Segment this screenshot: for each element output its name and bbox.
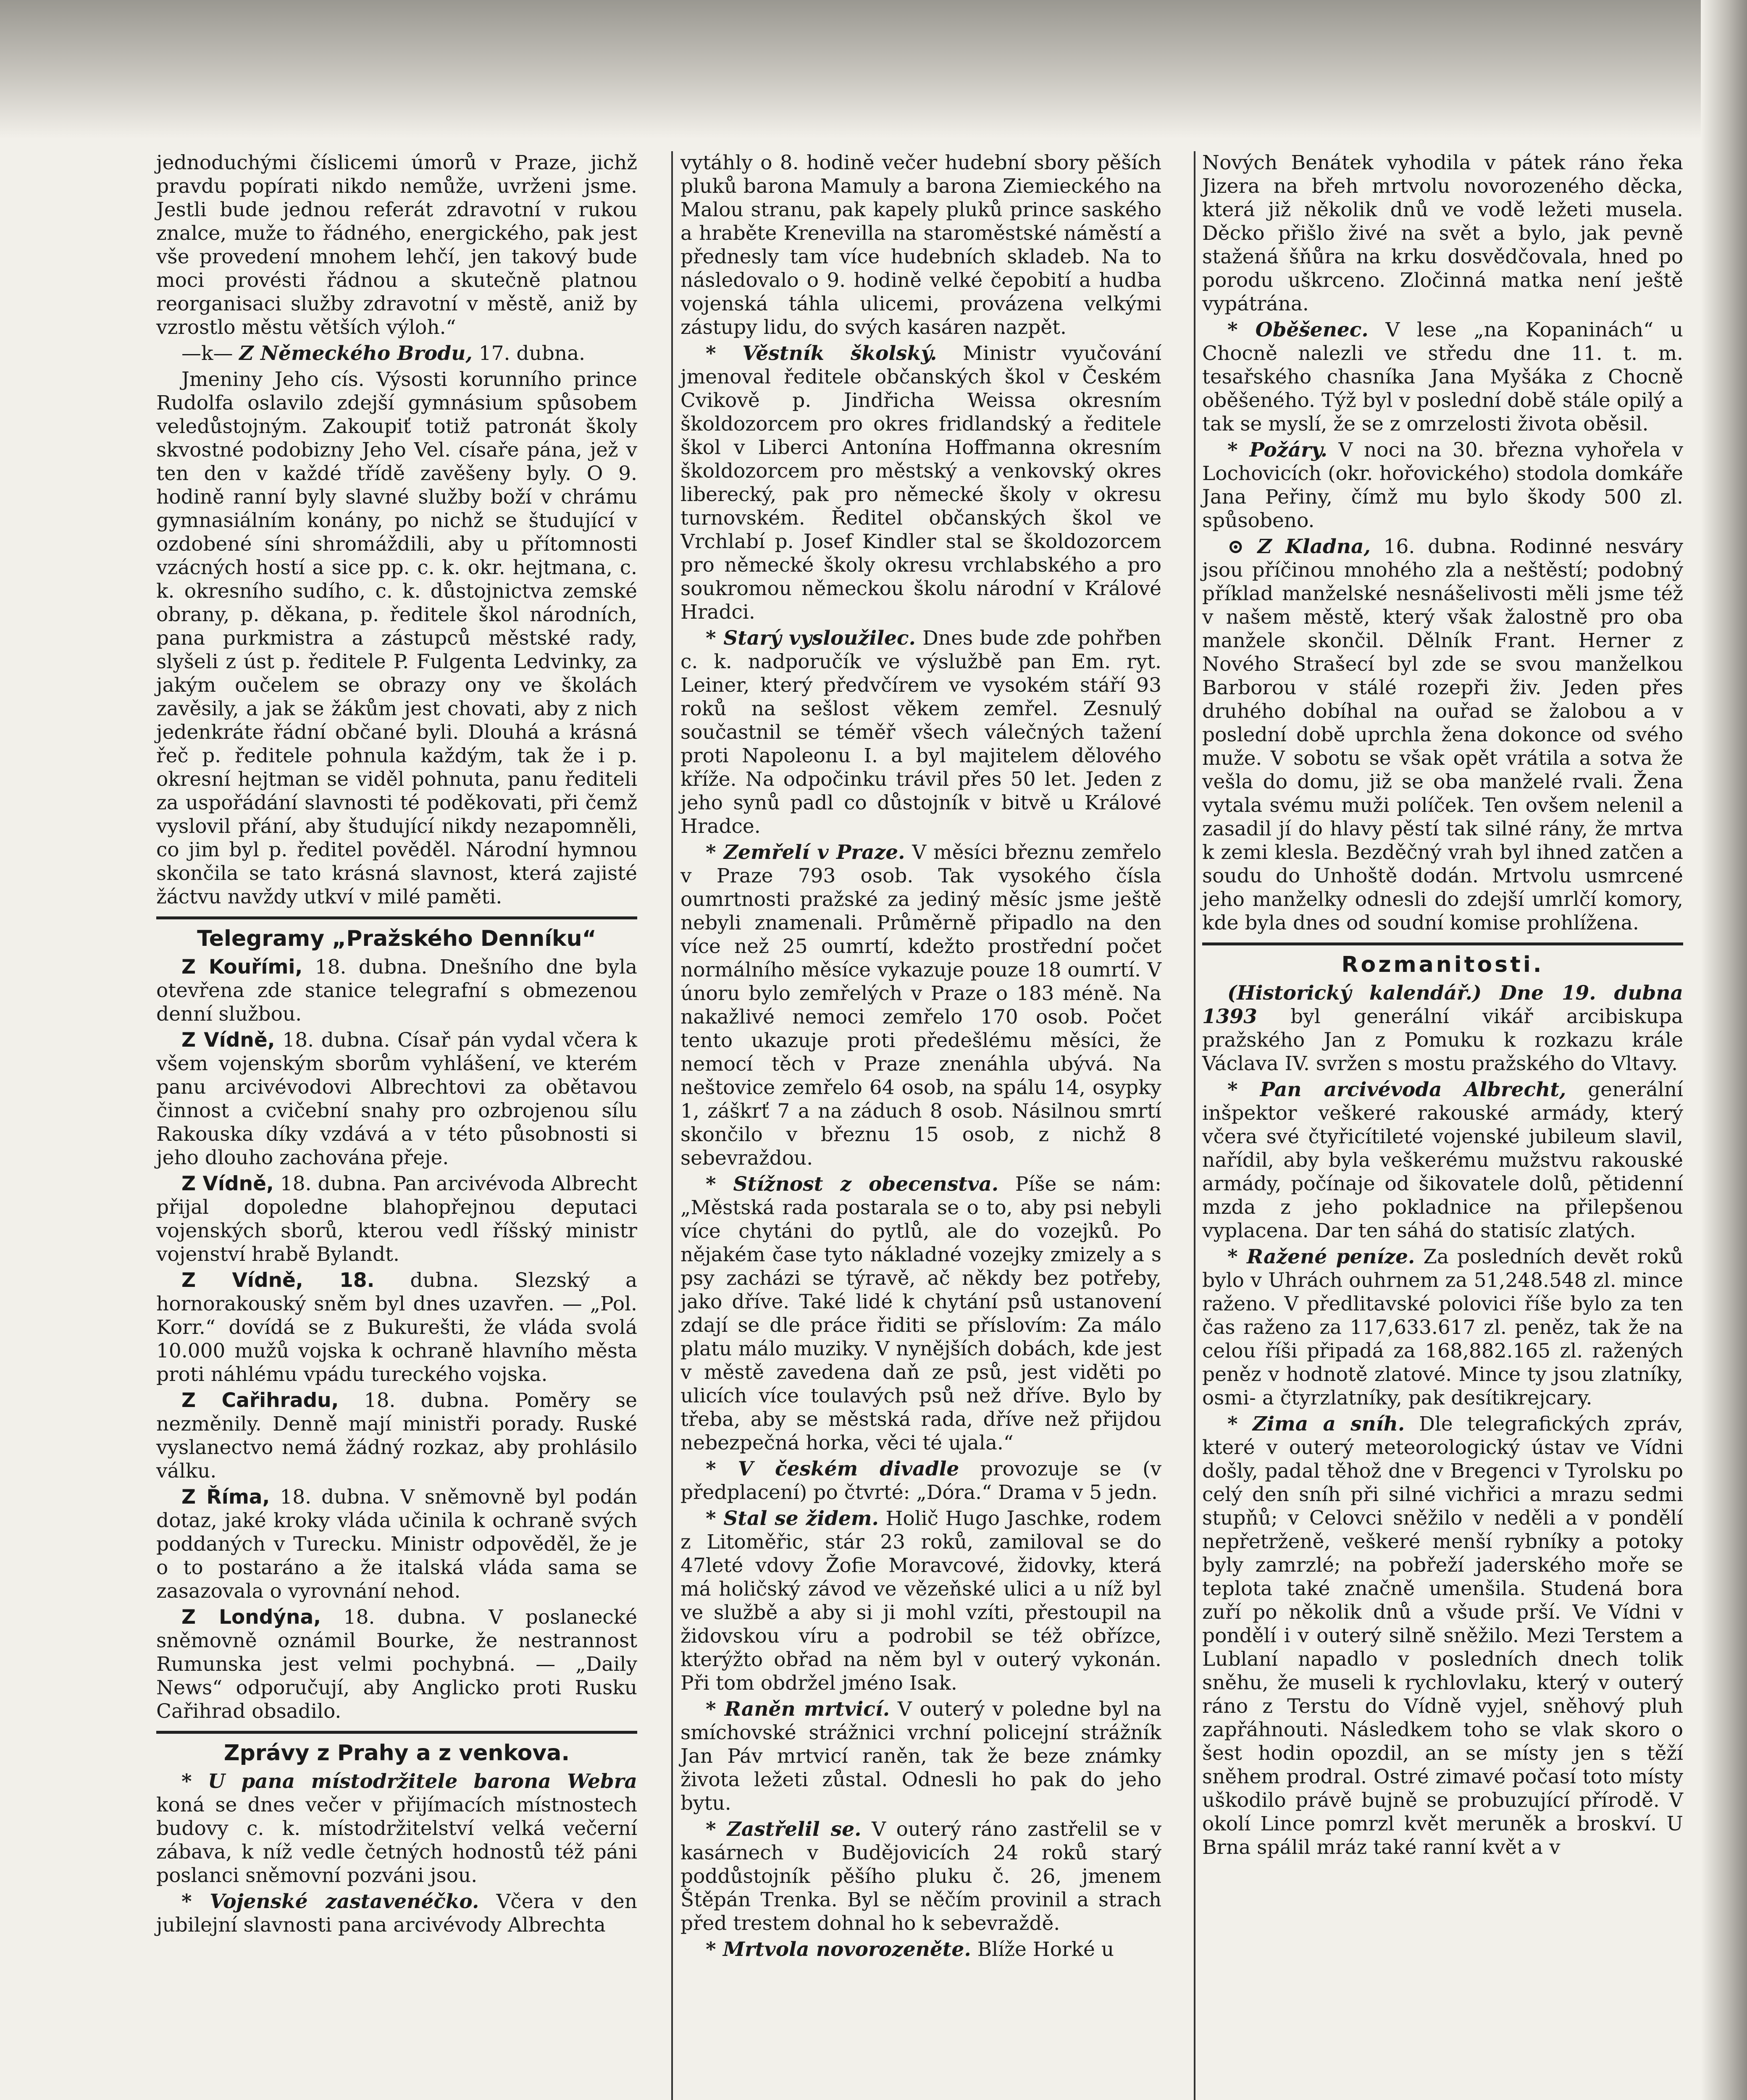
news-text: Píše se nám: „Městská rada postarala se o to, aby psi nebyli více chytáni do pytlů, ale do vozejků. Po nějakém čase tyto nákladné vozejky zmizely a s psy zacházi se týravě, ač někdy bez potřeby, jako dříve. Také lidé k chytání psů ustanovení zdají se dle práce řiditi se příslovím: Za málo platu málo muziky. V nynějších dobách, kde jest v městě zavedena daň ze psů, jest viděti po ulicích více toulavých psů než dříve. Bylo by třeba, aby se městská rada, dříve než přijdou nebezpečná horka, věci té ujala.“ — [680, 1173, 1161, 1454]
column-middle — [680, 151, 1161, 1964]
section-heading-telegrams: Telegramy „Pražského Denníku“ — [197, 926, 596, 951]
news-title: * Stal se židem. — [706, 1507, 879, 1530]
news-title: * Oběšenec. — [1227, 318, 1369, 341]
article-body: Jmeniny Jeho cís. Výsosti korunního prince Rudolfa oslavilo zdejší gymnásium spůsobem veledůstojným. Zakoupiť totiž patronát školy skvostné podobizny Jeho Vel. císaře pána, jež v ten den v každé třídě zavěšeny byly. O 9. hodině ranní byly slavné služby boží v chrámu gymnasiálním konány, po nichž se študující v ozdobené síni shromáždili, aby u přítomnosti vzácných hostí a sice pp. c. k. okr. hejtmana, c. k. okresního sudího, c. k. důstojnictva zemské obrany, p. děkana, p. ředitele škol národních, pana purkmistra a zástupců městské rady, slyšeli z úst p. ředitele P. Fulgenta Ledvinky, za jakým oučelem se obrazy ony ve školách zavěsily, a jak se žákům jest chovati, aby z nich jedenkráte řádní občané byli. Dlouhá a krásná řeč p. ředitele pohnula každým, tak že i p. okresní hejtman se viděl pohnuta, panu řediteli za uspořádání slavnosti té poděkovati, při čemž vyslovil přání, aby študující nikdy nezapomněli, co jim byl p. ředitel pověděl. Národní hymnou skončila se tato krásná slavnost, která zajisté žáctvu navždy utkví v milé paměti. — [156, 368, 637, 908]
news-text: koná se dnes večer v přijímacích místnostech budovy c. k. místodržitelství velká večerní zábava, k níž vedle četných hodnostů též páni poslanci sněmovní pozváni jsou. — [156, 1793, 637, 1887]
column-rule — [1194, 151, 1195, 2100]
news-text: Včera v den jubilejní slavnosti pana arcivévody Albrechta — [156, 1890, 637, 1937]
news-text: provozuje se (v předplacení) po čtvrté: „Dóra.“ Drama v 5 jedn. — [680, 1457, 1161, 1504]
report-place: Z Kladna, — [1244, 535, 1371, 558]
news-item — [680, 342, 1161, 624]
news-item — [156, 1890, 637, 1937]
column-rule — [671, 151, 673, 2100]
news-item — [680, 1457, 1161, 1504]
telegram-item — [156, 1029, 637, 1170]
news-title: * Požáry. — [1227, 438, 1328, 462]
news-item — [680, 1173, 1161, 1455]
news-title: * Vojenské zastavenéčko. — [181, 1890, 479, 1913]
scan-shadow-top — [0, 0, 1747, 139]
telegram-text: 18. dubna. Císař pán vydal včera k všem vojenským sborům vyhlášení, ve kterém panu arcivévodovi Albrechtovi za obětavou činnost a cvičební snahy pro ozbrojenou sílu Rakouska díky vzdává a v této působnosti si jeho dlouho zachována přeje. — [156, 1029, 637, 1169]
telegram-item — [156, 956, 637, 1026]
misc-title: * Ražené peníze. — [1227, 1245, 1415, 1268]
news-title: * Stížnost z obecenstva. — [706, 1173, 999, 1196]
misc-item — [1202, 1078, 1683, 1243]
news-item — [680, 1698, 1161, 1815]
column-left — [156, 151, 637, 1940]
telegram-city: Z Říma, — [181, 1486, 270, 1509]
news-text: V noci na 30. března vyhořela v Lochovicích (okr. hořovického) stodola domkáře Jana Peřiny, čímž mu bylo škody 500 zl. spůsobeno. — [1202, 438, 1683, 532]
scan-shadow-right — [1701, 0, 1747, 2100]
news-item — [680, 841, 1161, 1170]
telegram-item — [156, 1606, 637, 1723]
news-text: Blíže Horké u — [971, 1938, 1114, 1961]
news-text: Dnes bude zde pohřben c. k. nadporučík ve výslužbě pan Em. ryt. Leiner, který předvčírem ve vysokém stáří 93 roků na sešlost věkem zemřel. Zesnulý součastnil se téměř všech válečných tažení proti Napoleonu I. a byl majitelem dělového kříže. Na odpočinku trávil přes 50 let. Jeden z jeho synů padl co důstojník v bitvě u Králové Hradce. — [680, 627, 1161, 838]
misc-text: byl generální vikář arcibiskupa pražského Jan z Pomuku k rozkazu krále Václava IV. svržen s mostu pražského do Vltavy. — [1202, 1005, 1683, 1075]
telegram-item — [156, 1486, 637, 1603]
misc-item — [1202, 1412, 1683, 1859]
telegram-city: Z Londýna, — [181, 1606, 321, 1629]
column-right — [1202, 151, 1683, 1862]
news-item — [680, 1507, 1161, 1695]
correspondent-mark: —k— — [181, 342, 239, 365]
report-date: 17. dubna. — [472, 342, 586, 365]
telegram-city: Z Cařihradu, — [181, 1389, 339, 1412]
section-heading-misc: Rozmanitosti. — [1341, 952, 1544, 977]
misc-text: Za posledních devět roků bylo v Uhrách ouhrnem za 51,248.548 zl. mince raženo. V předlitavské polovici říše bylo za ten čas raženo za 117,633.617 zl. peněz, tak že na celou říši připadá za 168,882.165 zl. ražených peněz v hodnotě zlatové. Mince ty jsou zlatníky, osmi- a čtyrzlatníky, pak desítikrejcary. — [1202, 1245, 1684, 1410]
telegram-text: 18. dubna. Dnešního dne byla otevřena zde stanice telegrafní s obmezenou denní službou. — [156, 956, 637, 1026]
telegram-city: Z Vídně, — [181, 1172, 274, 1195]
news-text: V outerý ráno zastřelil se v kasárnech v Budějovicích 24 roků starý poddůstojník pěšího pluku č. 26, jmenem Štěpán Trenka. Byl se něčím provinil a strach před trestem dohnal ho k sebevraždě. — [680, 1818, 1161, 1935]
news-item — [1202, 535, 1683, 935]
news-item — [156, 1770, 637, 1887]
misc-text: Dle telegrafických zpráv, které v outerý meteorologický ústav ve Vídni došly, padal těhož dne v Bregenci v Tyrolsku po celý den sníh při silné vichřici a mrazu sedmi stupňů; v Celovci sněžilo v neděli a v pondělí nepřetrženě, veškeré menší rybníky a potoky byly zamrzlé; na pobřeží jaderského moře se teplota také značně umenšila. Studená bora zuří po několik dnů a všude prší. Ve Vídni v pondělí i v outerý silně sněžilo. Mezi Terstem a Lublaní napadlo v posledních dnech tolik sněhu, že museli k rychlovlaku, který v outerý ráno z Terstu do Vídně vyjel, sněhový pluh zapřáhnouti. Následkem toho se vlak skoro o šest hodin opozdil, an se místy jen s těží sněhem prodral. Ostré zimavé počasí toto místy uškodilo právě bujně se probuzující přírodě. V okolí Lince pomrzl květ meruněk a broskví. U Brna spálil mráz také ranní květ a v — [1202, 1412, 1683, 1859]
misc-title: * Pan arcivévoda Albrecht, — [1227, 1078, 1566, 1101]
news-title: * V českém divadle — [706, 1457, 959, 1480]
news-item — [680, 627, 1161, 838]
article-continuation: Nových Benátek vyhodila v pátek ráno řeka Jizera na břeh mrtvolu novorozeného děcka, která již několik dnů ve vodě ležeti musela. Děcko přišlo živé na svět a bylo, jak pevně stažená šňůra na krku dosvědčovala, hned po porodu uškrceno. Zločinná matka není ještě vypátrána. — [1202, 151, 1683, 315]
news-item — [1202, 438, 1683, 533]
news-item — [680, 1818, 1161, 1935]
news-text: V outerý v poledne byl na smíchovské strážnici vrchní policejní strážník Jan Páv mrtvicí raněn, tak že beze známky života ležeti zůstal. Odnesli ho pak do jeho bytu. — [680, 1698, 1161, 1815]
report-dateline — [156, 342, 637, 365]
telegram-item — [156, 1172, 637, 1266]
article-continuation: jednoduchými číslicemi úmorů v Praze, jichž pravdu popírati nikdo nemůže, uvrženi jsme. Jestli bude jednou referát zdravotní v rukou znalce, muže to řádného, energického, pak jest vše provedení mnohem lehčí, jen takový bude moci provésti řádnou a skutečně platnou reorganisaci služby zdravotní v městě, aniž by vzrostlo městu větších výloh.“ — [156, 151, 637, 339]
telegram-text: dubna. Slezský a hornorakouský sněm byl dnes uzavřen. — „Pol. Korr.“ dovídá se z Bukurešti, že vláda svolá 10.000 mužů vojska k ochraně hlavního města proti náhlému vpádu tureckého vojska. — [156, 1269, 637, 1386]
news-title: * Starý vysloužilec. — [706, 627, 916, 650]
news-title: * Věstník školský. — [706, 342, 937, 365]
misc-item — [1202, 1245, 1683, 1410]
misc-title: * Zima a sníh. — [1227, 1412, 1405, 1436]
news-text: Holič Hugo Jaschke, rodem z Litoměřic, stár 23 roků, zamiloval se do 47leté vdovy Žofie Moravcové, židovky, která má holičský závod ve vězeňské ulici a u níž byl ve službě a aby si ji mohl vzíti, přestoupil na židovskou víru a podrobil se též obřízce, kterýžto obřad na něm byl v outerý vykonán. Při tom obdržel jméno Isak. — [680, 1507, 1161, 1695]
news-title: * Mrtvola novorozeněte. — [706, 1938, 971, 1961]
news-text: Ministr vyučování jmenoval ředitele občanských škol v Českém Cvikově p. Jindřicha Weissa okresním školdozorcem pro okres fridlandský a ředitele škol v Liberci Antonína Hoffmanna okresním školdozorcem pro městský a venkovský okres liberecký, pak pro německé školy v okresu turnovském. Ředitel občanských škol ve Vrchlabí p. Josef Kindler stal se školdozorcem pro německé školy okresu vrchlabského a pro soukromou německou školu národní v Králové Hradci. — [680, 342, 1161, 624]
news-item — [1202, 318, 1683, 436]
news-title: * Raněn mrtvicí. — [706, 1698, 890, 1721]
telegram-text: 18. dubna. V sněmovně byl podán dotaz, jaké kroky vláda učinila k ochraně svých poddaných v Turecku. Ministr odpověděl, že je o to postaráno a že italská vláda sama se zasazovala o vyrovnání nehod. — [156, 1486, 637, 1603]
article-continuation: vytáhly o 8. hodině večer hudební sbory pěších pluků barona Mamuly a barona Ziemieckého na Malou stranu, pak kapely pluků prince saského a hraběte Krenevilla na staroměstské náměstí a přednesly tam více hudebních skladeb. Na to následovalo o 9. hodině velké čepobití a hudba vojenská táhla ulicemi, provázena velkými zástupy lidu, do svých kasáren nazpět. — [680, 151, 1161, 339]
telegram-city: Z Kouřími, — [181, 956, 303, 979]
news-text: V měsíci březnu zemřelo v Praze 793 osob. Tak vysokého čísla oumrtnosti pražské za jediný měsíc jsme ještě nebyli znamenali. Průměrně připadlo na den více než 25 oumrtí, kdežto prostřední počet normálního měsíce vykazuje pouze 18 oumrtí. V únoru bylo zemřelých v Praze o 183 méně. Na nakažlivé nemoci zemřelo 170 osob. Počet tento ukazuje proti předešlému měsíci, že nemocí těch v Praze znenáhla ubývá. Na neštovice zemřelo 64 osob, na spálu 14, osypky 1, záškrť 7 a na záduch 8 osob. Násilnou smrtí skončilo v březnu 15 osob, z nichž 8 sebevraždou. — [680, 841, 1161, 1170]
telegram-text: 18. dubna. Pan arcivévoda Albrecht přijal dopoledne blahopřejnou deputaci vojenských sborů, kterou vedl říšský ministr vojenství hrabě Bylandt. — [156, 1172, 637, 1266]
telegram-text: 18. dubna. Poměry se nezměnily. Denně mají ministři porady. Ruské vyslanectvo nemá žádný rozkaz, aby prohlásilo válku. — [156, 1389, 637, 1483]
section-divider — [156, 916, 637, 919]
section-heading-news: Zprávy z Prahy a z venkova. — [223, 1740, 570, 1766]
section-divider — [156, 1731, 637, 1734]
news-text: 16. dubna. Rodinné nesváry jsou příčinou mnohého zla a neštěstí; podobný příklad manželské nesnášelivosti měli jsme též v našem městě, který však žalostně pro oba manžele skončil. Dělník Frant. Herner z Nového Strašecí byl zde se svou manželkou Barborou v stálé rozepři živ. Jeden přes druhého dobíhal na ouřad se žalobou a v poslední době uprchla žena dokonce od svého muže. V sobotu se však opět vrátila a sotva že vešla do domu, již se oba manželé rvali. Žena vytala svému muži políček. Ten ovšem nelenil a zasadil jí do hlavy pěstí tak silné rány, že mrtva k zemi klesla. Bezděčný vrah byl ihned zatčen a soudu do Unhoště dodán. Mrtvolu usmrcené jeho manželky odnesli do zdejší umrlčí komory, kde byla dnes od soudní komise prohlížena. — [1202, 535, 1684, 934]
telegram-city: Z Vídně, — [181, 1029, 275, 1052]
telegram-city: Z Vídně, 18. — [181, 1269, 375, 1292]
telegram-text: 18. dubna. V poslanecké sněmovně oznámil Bourke, že nestrannost Rumunska jest velmi pochybná. — „Daily News“ odporučují, aby Anglicko proti Rusku Cařihrad obsadilo. — [156, 1606, 637, 1723]
correspondent-mark-icon: ⊙ — [1227, 535, 1244, 558]
telegram-item — [156, 1269, 637, 1386]
news-title: * U pana místodržitele barona Webra — [181, 1770, 637, 1793]
news-item — [680, 1938, 1161, 1961]
news-title: * Zastřelil se. — [706, 1818, 862, 1841]
news-title: * Zemřelí v Praze. — [706, 841, 905, 864]
misc-text: generální inšpektor veškeré rakouské armády, který včera své čtyřicítileté vojenské jubileum slavil, nařídil, aby byla veškerému mužstvu rakouské armády, počínaje od šikovatele dolů, pětidenní mzda z jeho pokladnice na přilepšenou vyplacena. Dar ten sáhá do statisíc zlatých. — [1202, 1078, 1683, 1242]
telegram-item — [156, 1389, 637, 1483]
report-place: Z Německého Brodu, — [239, 342, 473, 365]
news-text: V lese „na Kopaninách“ u Chocně nalezli ve středu dne 11. t. m. tesařského chasníka Jana Myšáka z Chocně oběšeného. Týž byl v poslední době stále opilý a tak se myslí, že se z omrzelosti života oběsil. — [1202, 318, 1683, 436]
section-divider — [1202, 942, 1683, 945]
misc-item — [1202, 982, 1683, 1076]
misc-title: (Historický kalendář.) Dne 19. dubna 1393 — [1202, 982, 1683, 1028]
